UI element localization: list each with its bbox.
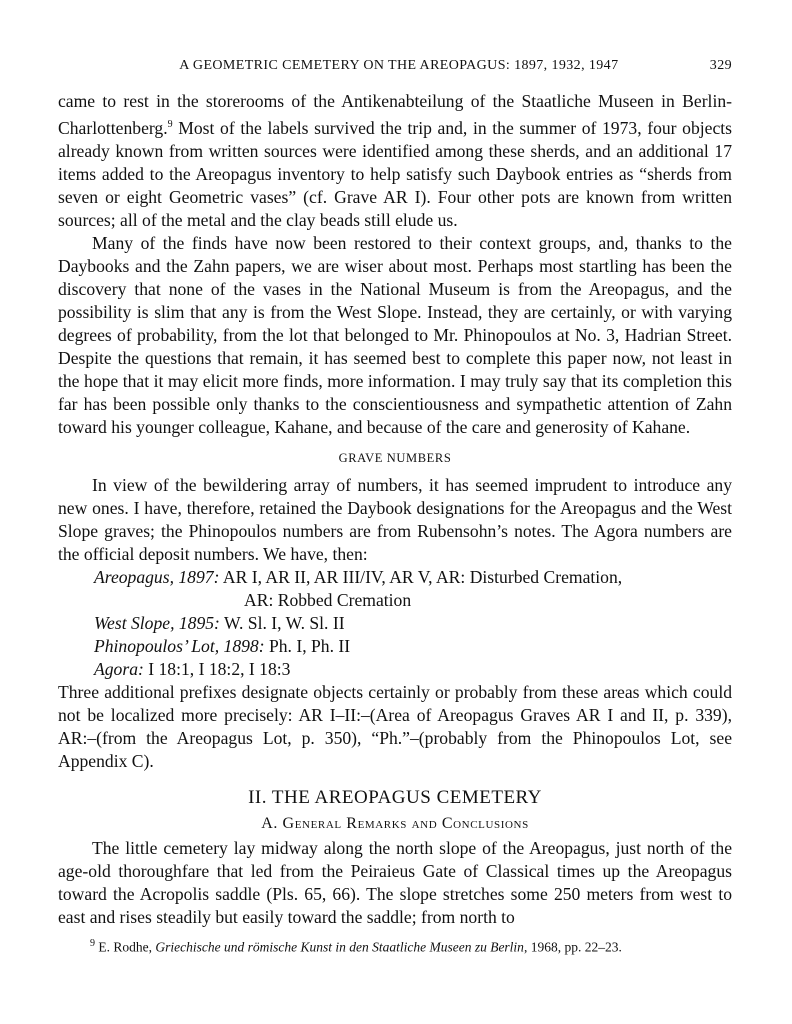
subsection-title: A. General Remarks and Conclusions: [261, 814, 529, 832]
paragraph-1: came to rest in the storerooms of the Antikenabteilung of the Staatliche Museen in Berlin-Charlottenberg.$^9$ Most of the labels survived the trip and, in the summer of 1973, four objects already known from written sources were identified among these sherds, and an additional 17 items added to the Areopagus inventory to help satisfy such Daybook entries as “sherds from seven or eight Geometric vases” (cf. Grave AR I). Four other pots are known from written sources; all of the metal and the clay beads still elude us.: [58, 91, 732, 230]
list-item: AR: Robbed Cremation: [244, 589, 412, 610]
footnote: $^9$ E. Rodhe, Griechische und römische Kunst in den Staatliche Museen zu Berlin, 1968, pp. 22–23.: [90, 937, 622, 955]
list-item: Areopagus, 1897: AR I, AR II, AR III/IV, AR V, AR: Disturbed Cremation,: [94, 566, 623, 587]
paragraph-4: Three additional prefixes designate objects certainly or probably from these areas which could not be localized more precisely: AR I–II:–(Area of Areopagus Graves AR I and II, p. 339), AR:–(from the Areopagus Lot, p. 350), “Ph.”–(probably from the Phinopoulos Lot, see Appendix C).: [58, 681, 732, 771]
paragraph-5: The little cemetery lay midway along the north slope of the Areopagus, just north of the age-old thoroughfare that led from the Peiraieus Gate of Classical times up the Areopagus toward the Acropolis saddle (Pls. 65, 66). The slope stretches some 250 meters from west to east and rises steadily but easily toward the saddle; from north to: [58, 837, 732, 927]
paragraph-2: Many of the finds have now been restored to their context groups, and, thanks to the Daybooks and the Zahn papers, we are wiser about most. Perhaps most startling has been the discovery that none of the vases in the National Museum is from the Areopagus, and the possibility is slim that any is from the West Slope. Instead, they are certainly, or with varying degrees of probability, from the lot that belonged to Mr. Phinopoulos at No. 3, Hadrian Street. Despite the questions that remain, it has seemed best to complete this paper now, not least in the hope that it may elicit more finds, more information. I may truly say that its completion this far has been possible only thanks to the conscientiousness and sympathetic attention of Zahn toward his younger colleague, Kahane, and because of the care and generosity of Kahane.: [58, 232, 732, 437]
list-item: Phinopoulos’ Lot, 1898: Ph. I, Ph. II: [94, 635, 351, 656]
running-title: A GEOMETRIC CEMETERY ON THE AREOPAGUS: 1897, 1932, 1947: [179, 58, 619, 73]
running-header: [58, 58, 732, 82]
grave-numbers-list: [94, 566, 732, 681]
list-item: Agora: I 18:1, I 18:2, I 18:3: [94, 658, 291, 679]
footnote-ref: 9: [167, 119, 173, 130]
grave-numbers-heading: GRAVE NUMBERS: [338, 450, 452, 465]
list-item: West Slope, 1895: W. Sl. I, W. Sl. II: [94, 612, 345, 633]
paragraph-3: In view of the bewildering array of numbers, it has seemed imprudent to introduce any new ones. I have, therefore, retained the Daybook designations for the Areopagus and the West Slope graves; the Phinopoulos numbers are from Rubensohn’s notes. The Agora numbers are the official deposit numbers. We have, then:: [58, 474, 732, 564]
section-title: II. THE AREOPAGUS CEMETERY: [248, 786, 542, 808]
page-number: 329: [709, 58, 732, 73]
page: [58, 58, 732, 956]
